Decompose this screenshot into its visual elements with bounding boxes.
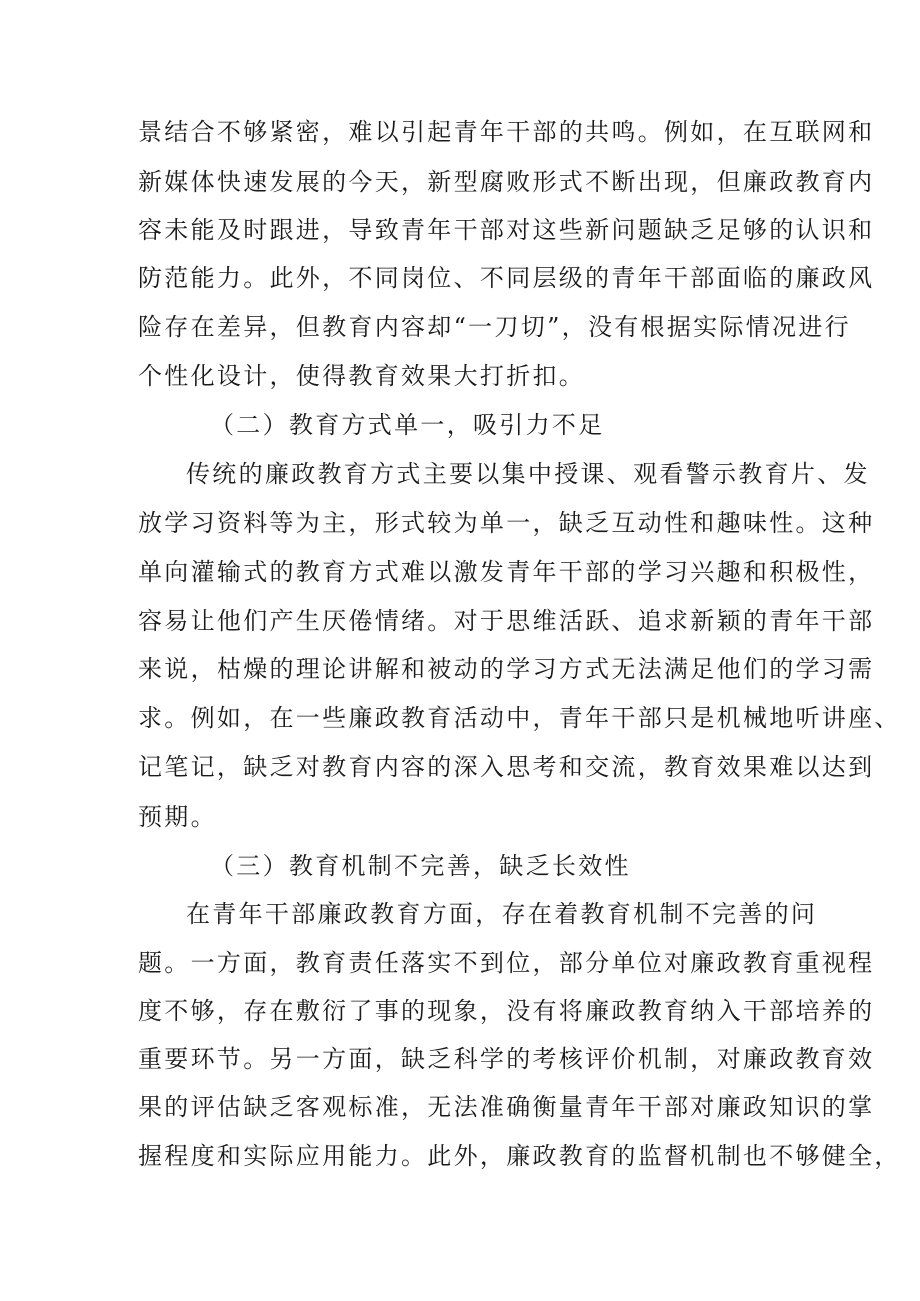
paragraph-line: 单向灌输式的教育方式难以激发青年干部的学习兴趣和积极性， <box>138 558 875 586</box>
paragraph-line: 传统的廉政教育方式主要以集中授课、观看警示教育片、发 <box>186 460 870 488</box>
paragraph-line: 防范能力。此外，不同岗位、不同层级的青年干部面临的廉政风 <box>138 264 875 292</box>
paragraph-line: 果的评估缺乏客观标准，无法准确衡量青年干部对廉政知识的掌 <box>138 1093 875 1121</box>
paragraph-line: 重要环节。另一方面，缺乏科学的考核评价机制，对廉政教育效 <box>138 1045 875 1073</box>
paragraph-line: 景结合不够紧密，难以引起青年干部的共鸣。例如，在互联网和 <box>138 118 875 146</box>
paragraph-line: 记笔记，缺乏对教育内容的深入思考和交流，教育效果难以达到 <box>138 753 875 781</box>
paragraph-line: 来说，枯燥的理论讲解和被动的学习方式无法满足他们的学习需 <box>138 655 875 683</box>
paragraph-line: 放学习资料等为主，形式较为单一，缺乏互动性和趣味性。这种 <box>138 509 875 537</box>
paragraph-line: 预期。 <box>138 803 217 831</box>
paragraph-line: 容易让他们产生厌倦情绪。对于思维活跃、追求新颖的青年干部 <box>138 607 875 635</box>
paragraph-line: 新媒体快速发展的今天，新型腐败形式不断出现，但廉政教育内 <box>138 168 875 196</box>
paragraph-line: 求。例如，在一些廉政教育活动中，青年干部只是机械地听讲座、 <box>138 704 901 732</box>
paragraph-line: 个性化设计，使得教育效果大打折扣。 <box>138 362 586 390</box>
paragraph-line: 题。一方面，教育责任落实不到位，部分单位对廉政教育重视程 <box>138 949 875 977</box>
section-heading: （二）教育方式单一，吸引力不足 <box>210 411 605 439</box>
section-heading: （三）教育机制不完善，缺乏长效性 <box>210 852 631 880</box>
paragraph-line: 险存在差异，但教育内容却“一刀切”，没有根据实际情况进行 <box>138 313 851 341</box>
paragraph-line: 在青年干部廉政教育方面，存在着教育机制不完善的问 <box>186 900 818 928</box>
paragraph-line: 容未能及时跟进，导致青年干部对这些新问题缺乏足够的认识和 <box>138 216 875 244</box>
paragraph-line: 握程度和实际应用能力。此外，廉政教育的监督机制也不够健全， <box>138 1142 901 1170</box>
paragraph-line: 度不够，存在敷衍了事的现象，没有将廉政教育纳入干部培养的 <box>138 997 875 1025</box>
